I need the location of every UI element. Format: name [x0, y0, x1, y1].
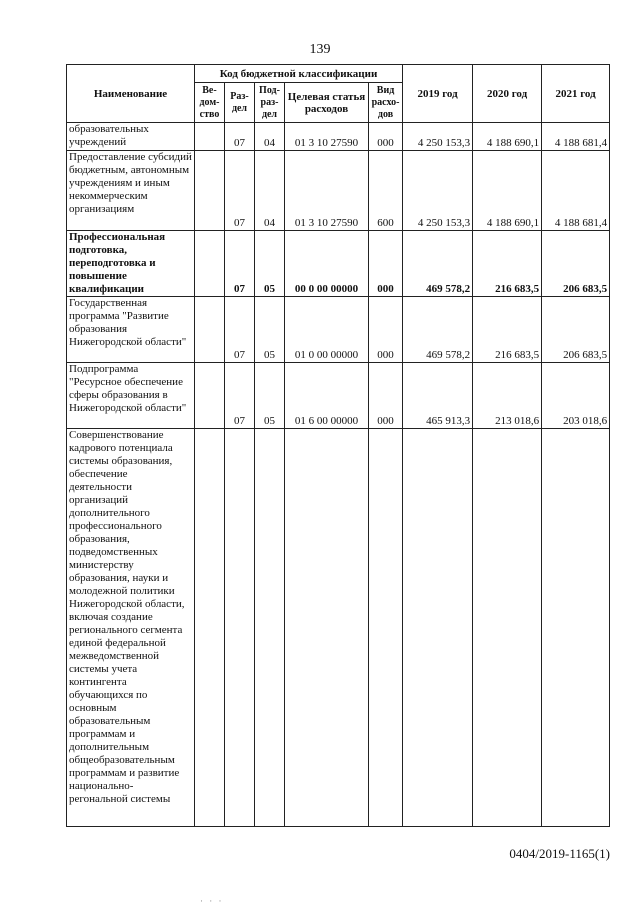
row-2019: 4 250 153,3	[403, 123, 473, 151]
row-2021: 203 018,6	[542, 363, 610, 429]
row-vid	[369, 429, 403, 827]
row-2021: 206 683,5	[542, 297, 610, 363]
row-podrazdel: 04	[255, 123, 285, 151]
row-2020: 4 188 690,1	[473, 123, 542, 151]
row-vedomstvo	[195, 297, 225, 363]
row-razdel: 07	[225, 297, 255, 363]
row-2019	[403, 429, 473, 827]
row-podrazdel: 05	[255, 297, 285, 363]
column-header-vid: Вид расхо-дов	[369, 83, 403, 123]
row-name: Совершенствование кадрового потенциала системы образования, обеспечение деятельности организаций дополнительного профессионального образования, подведомственных министерству образования, науки и молодежной политики Нижегородской области, включая создание регионального сегмента единой федеральной межведомственной системы учета контингента обучающихся по основным образовательным программам и дополнительным общеобразовательным программам и развитие национально-регональной системы	[67, 429, 195, 827]
row-2021: 206 683,5	[542, 231, 610, 297]
row-vedomstvo	[195, 151, 225, 231]
document-id: 0404/2019-1165(1)	[509, 846, 610, 861]
row-vedomstvo	[195, 429, 225, 827]
row-name: Государственная программа "Развитие образования Нижегородской области"	[67, 297, 195, 363]
row-2021: 4 188 681,4	[542, 123, 610, 151]
row-name: Профессиональная подготовка, переподготовка и повышение квалификации	[67, 231, 195, 297]
row-2019: 4 250 153,3	[403, 151, 473, 231]
column-header-code-group: Код бюджетной классификации	[195, 65, 403, 83]
row-vid: 600	[369, 151, 403, 231]
column-header-2021: 2021 год	[542, 65, 610, 123]
budget-table	[66, 64, 610, 827]
row-2021	[542, 429, 610, 827]
row-razdel: 07	[225, 231, 255, 297]
row-name: Подпрограмма "Ресурсное обеспечение сферы образования в Нижегородской области"	[67, 363, 195, 429]
page-number: 139	[309, 42, 331, 57]
row-2020	[473, 429, 542, 827]
row-podrazdel: 04	[255, 151, 285, 231]
row-vid: 000	[369, 297, 403, 363]
row-2019: 469 578,2	[403, 231, 473, 297]
column-header-podrazdel: Под-раз-дел	[255, 83, 285, 123]
column-header-2019: 2019 год	[403, 65, 473, 123]
row-razdel	[225, 429, 255, 827]
column-header-2020: 2020 год	[473, 65, 542, 123]
row-vedomstvo	[195, 363, 225, 429]
row-vid: 000	[369, 363, 403, 429]
row-razdel: 07	[225, 151, 255, 231]
table-row	[67, 429, 610, 827]
row-razdel: 07	[225, 123, 255, 151]
scan-artifact: · · ·	[200, 896, 224, 906]
row-2019: 465 913,3	[403, 363, 473, 429]
row-vedomstvo	[195, 123, 225, 151]
row-podrazdel: 05	[255, 231, 285, 297]
table-row	[67, 363, 610, 429]
row-2019: 469 578,2	[403, 297, 473, 363]
row-podrazdel	[255, 429, 285, 827]
row-2021: 4 188 681,4	[542, 151, 610, 231]
row-target: 01 0 00 00000	[285, 297, 369, 363]
column-header-vedomstvo: Ве-дом-ство	[195, 83, 225, 123]
row-razdel: 07	[225, 363, 255, 429]
row-vedomstvo	[195, 231, 225, 297]
row-target: 01 3 10 27590	[285, 151, 369, 231]
row-target: 00 0 00 00000	[285, 231, 369, 297]
row-vid: 000	[369, 231, 403, 297]
column-header-razdel: Раз-дел	[225, 83, 255, 123]
column-header-name: Наименование	[67, 65, 195, 123]
row-target	[285, 429, 369, 827]
column-header-target: Целевая статья расходов	[285, 83, 369, 123]
row-target: 01 3 10 27590	[285, 123, 369, 151]
row-name: образовательных учреждений	[67, 123, 195, 151]
row-2020: 213 018,6	[473, 363, 542, 429]
table-row	[67, 123, 610, 151]
row-2020: 4 188 690,1	[473, 151, 542, 231]
row-target: 01 6 00 00000	[285, 363, 369, 429]
row-vid: 000	[369, 123, 403, 151]
table-row	[67, 151, 610, 231]
row-2020: 216 683,5	[473, 231, 542, 297]
table-row	[67, 231, 610, 297]
row-podrazdel: 05	[255, 363, 285, 429]
table-row	[67, 297, 610, 363]
row-2020: 216 683,5	[473, 297, 542, 363]
row-name: Предоставление субсидий бюджетным, автономным учреждениям и иным некоммерческим организациям	[67, 151, 195, 231]
